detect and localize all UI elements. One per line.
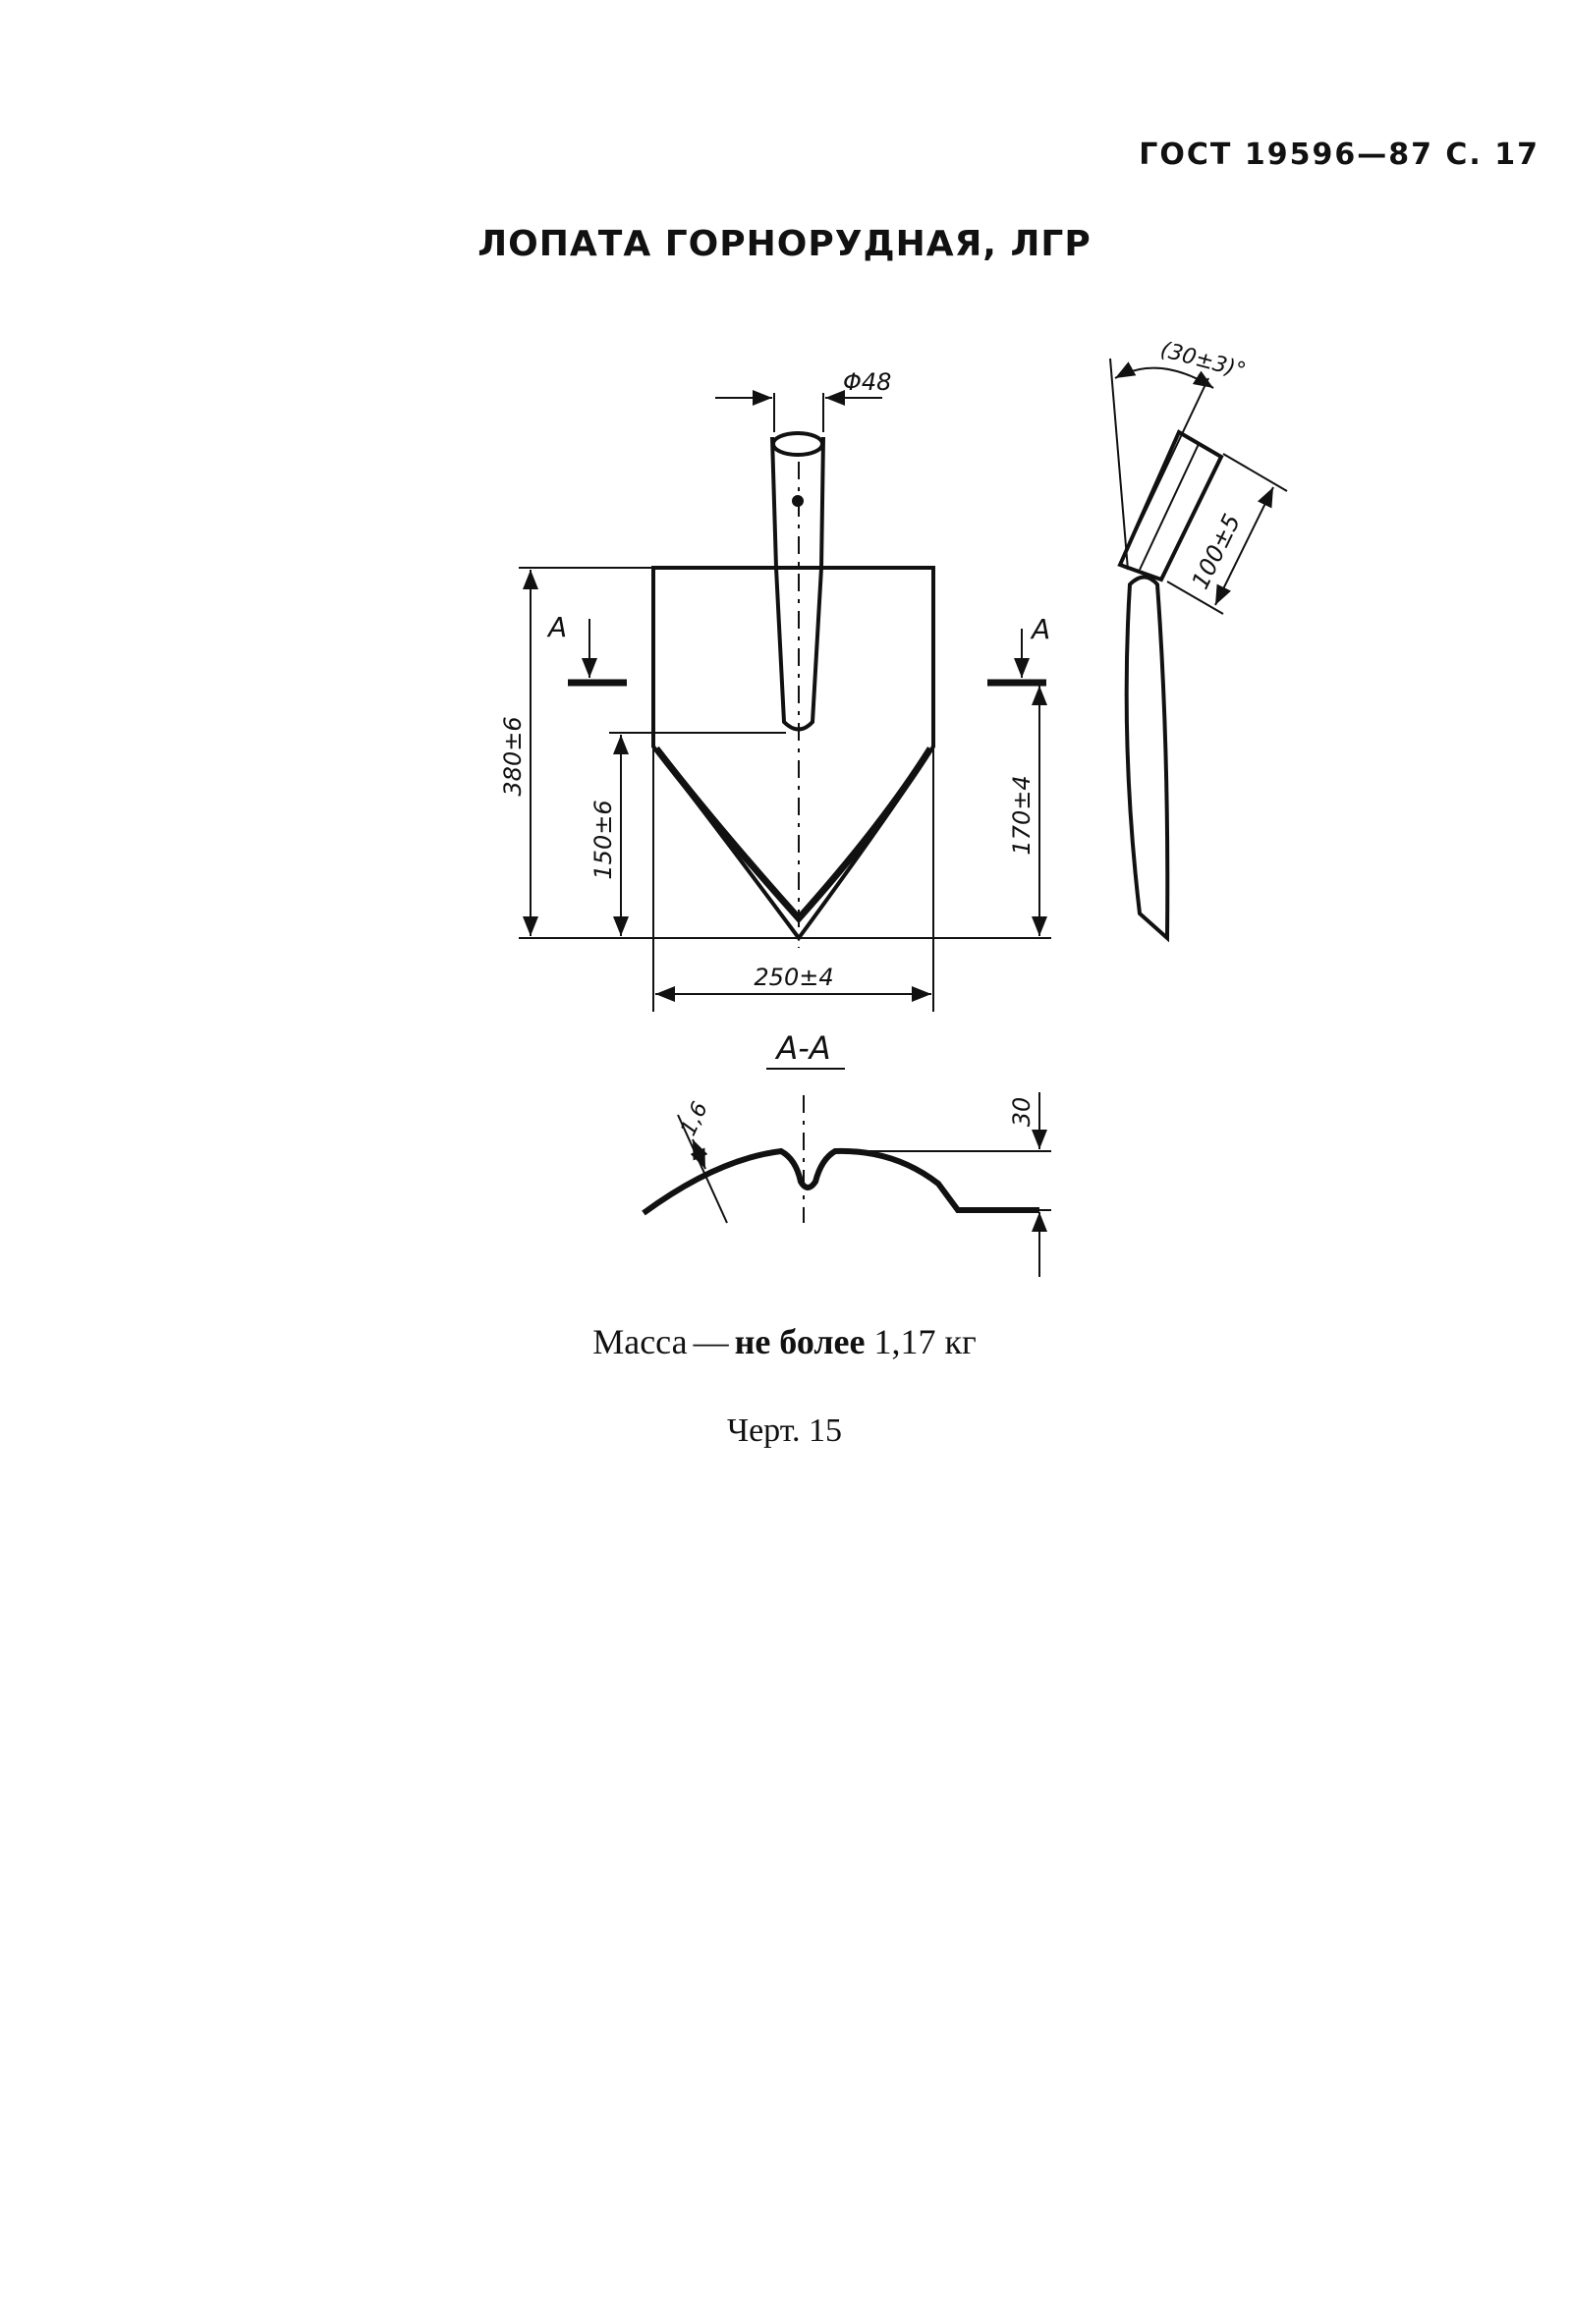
blade-inner-edge: [656, 748, 930, 918]
blade-outline: [653, 568, 933, 938]
page-title: ЛОПАТА ГОРНОРУДНАЯ, ЛГР: [477, 224, 1092, 264]
dim-label-section-thickness: 1,6: [676, 1098, 713, 1140]
shaft-top: [773, 433, 822, 455]
front-view: [519, 393, 1051, 1012]
dim-label-total-height: 380±6: [499, 716, 527, 797]
dim-label-section-height: 170±4: [1008, 775, 1036, 856]
side-view: [1110, 359, 1287, 938]
dim-label-side-angle: (30±3)°: [1157, 337, 1249, 384]
dim-label-width: 250±4: [754, 964, 834, 991]
document-reference: ГОСТ 19596—87 С. 17: [1139, 138, 1540, 172]
mass-value: 1,17 кг: [873, 1322, 977, 1361]
dim-label-diameter: Φ48: [843, 368, 892, 396]
dim-label-side-length: 100±5: [1186, 509, 1247, 594]
side-blade: [1127, 578, 1168, 939]
mass-label: Масса: [592, 1322, 688, 1361]
section-mark-left: А: [548, 611, 568, 643]
mass-note: [0, 1321, 1569, 1362]
section-title: А-А: [776, 1029, 831, 1067]
mass-dash: —: [693, 1322, 729, 1361]
section-mark-right: А: [1032, 613, 1051, 645]
figure-caption: Черт. 15: [726, 1412, 843, 1449]
dim-label-lower-height: 150±6: [589, 800, 617, 880]
mass-condition: не более: [734, 1322, 866, 1361]
dim-label-section-depth: 30: [1008, 1096, 1036, 1128]
section-profile: [644, 1151, 1039, 1213]
